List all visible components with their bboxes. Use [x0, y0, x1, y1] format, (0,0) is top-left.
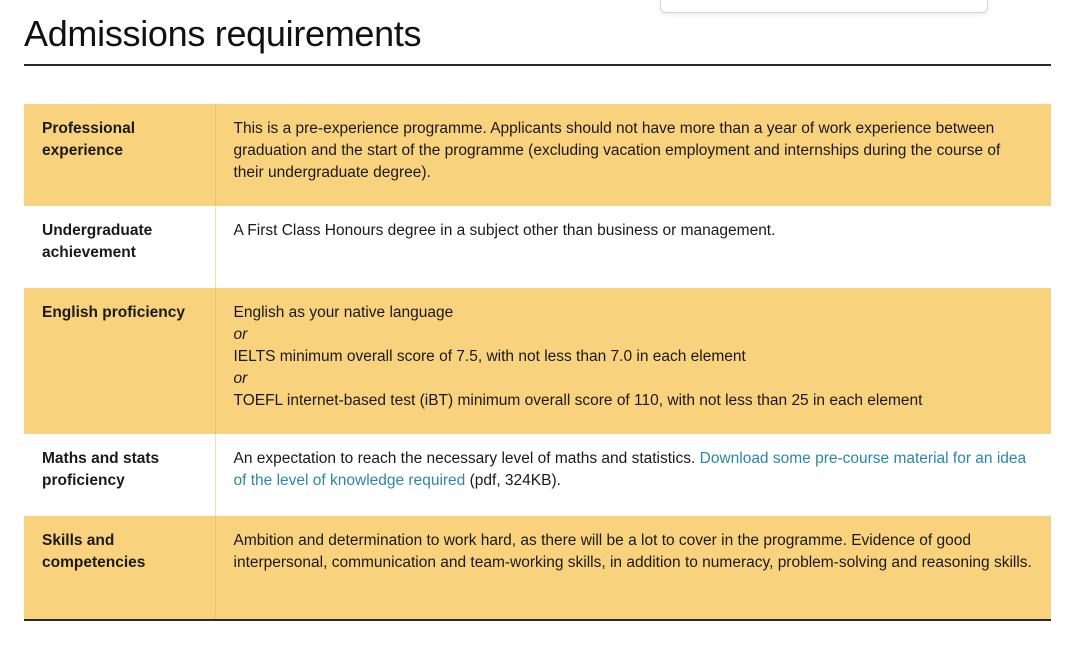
table-row	[24, 434, 1051, 516]
row-label-maths-stats-proficiency: Maths and stats proficiency	[24, 434, 215, 516]
row-value-maths-stats-proficiency	[215, 434, 1051, 516]
table-row	[24, 206, 1051, 288]
row-label-undergraduate-achievement: Undergraduate achievement	[24, 206, 215, 288]
row-label-english-proficiency: English proficiency	[24, 288, 215, 434]
floating-popup-edge	[660, 0, 988, 13]
english-option-toefl: TOEFL internet-based test (iBT) minimum overall score of 110, with not less than 25 in each element	[233, 392, 923, 409]
maths-text-before: An expectation to reach the necessary level of maths and statistics.	[233, 450, 696, 467]
or-separator: or	[233, 370, 248, 387]
row-value-professional-experience: This is a pre-experience programme. Applicants should not have more than a year of work experience between graduation and the start of the programme (excluding vacation employment and internships during the course of their undergraduate degree).	[215, 104, 1051, 206]
requirements-table	[24, 104, 1051, 621]
table-row	[24, 288, 1051, 434]
english-option-ielts: IELTS minimum overall score of 7.5, with not less than 7.0 in each element	[233, 348, 746, 365]
title-divider	[24, 64, 1051, 66]
row-label-professional-experience: Professional experience	[24, 104, 215, 206]
table-row	[24, 104, 1051, 206]
table-row	[24, 516, 1051, 620]
page-title: Admissions requirements	[24, 13, 422, 54]
row-value-skills-competencies: Ambition and determination to work hard, as there will be a lot to cover in the programme. Evidence of good interpersonal, communication and team-working skills, in addition to numeracy, problem-solving and reasoning skills.	[215, 516, 1051, 620]
row-value-english-proficiency	[215, 288, 1051, 434]
maths-text-after: (pdf, 324KB).	[469, 472, 561, 489]
english-option-native: English as your native language	[233, 304, 454, 321]
or-separator: or	[233, 326, 248, 343]
row-value-undergraduate-achievement: A First Class Honours degree in a subject other than business or management.	[215, 206, 1051, 288]
pre-course-material-link[interactable]: Download some pre-course material for an idea of the level of knowledge required	[233, 450, 1027, 489]
row-label-skills-competencies: Skills and competencies	[24, 516, 215, 620]
